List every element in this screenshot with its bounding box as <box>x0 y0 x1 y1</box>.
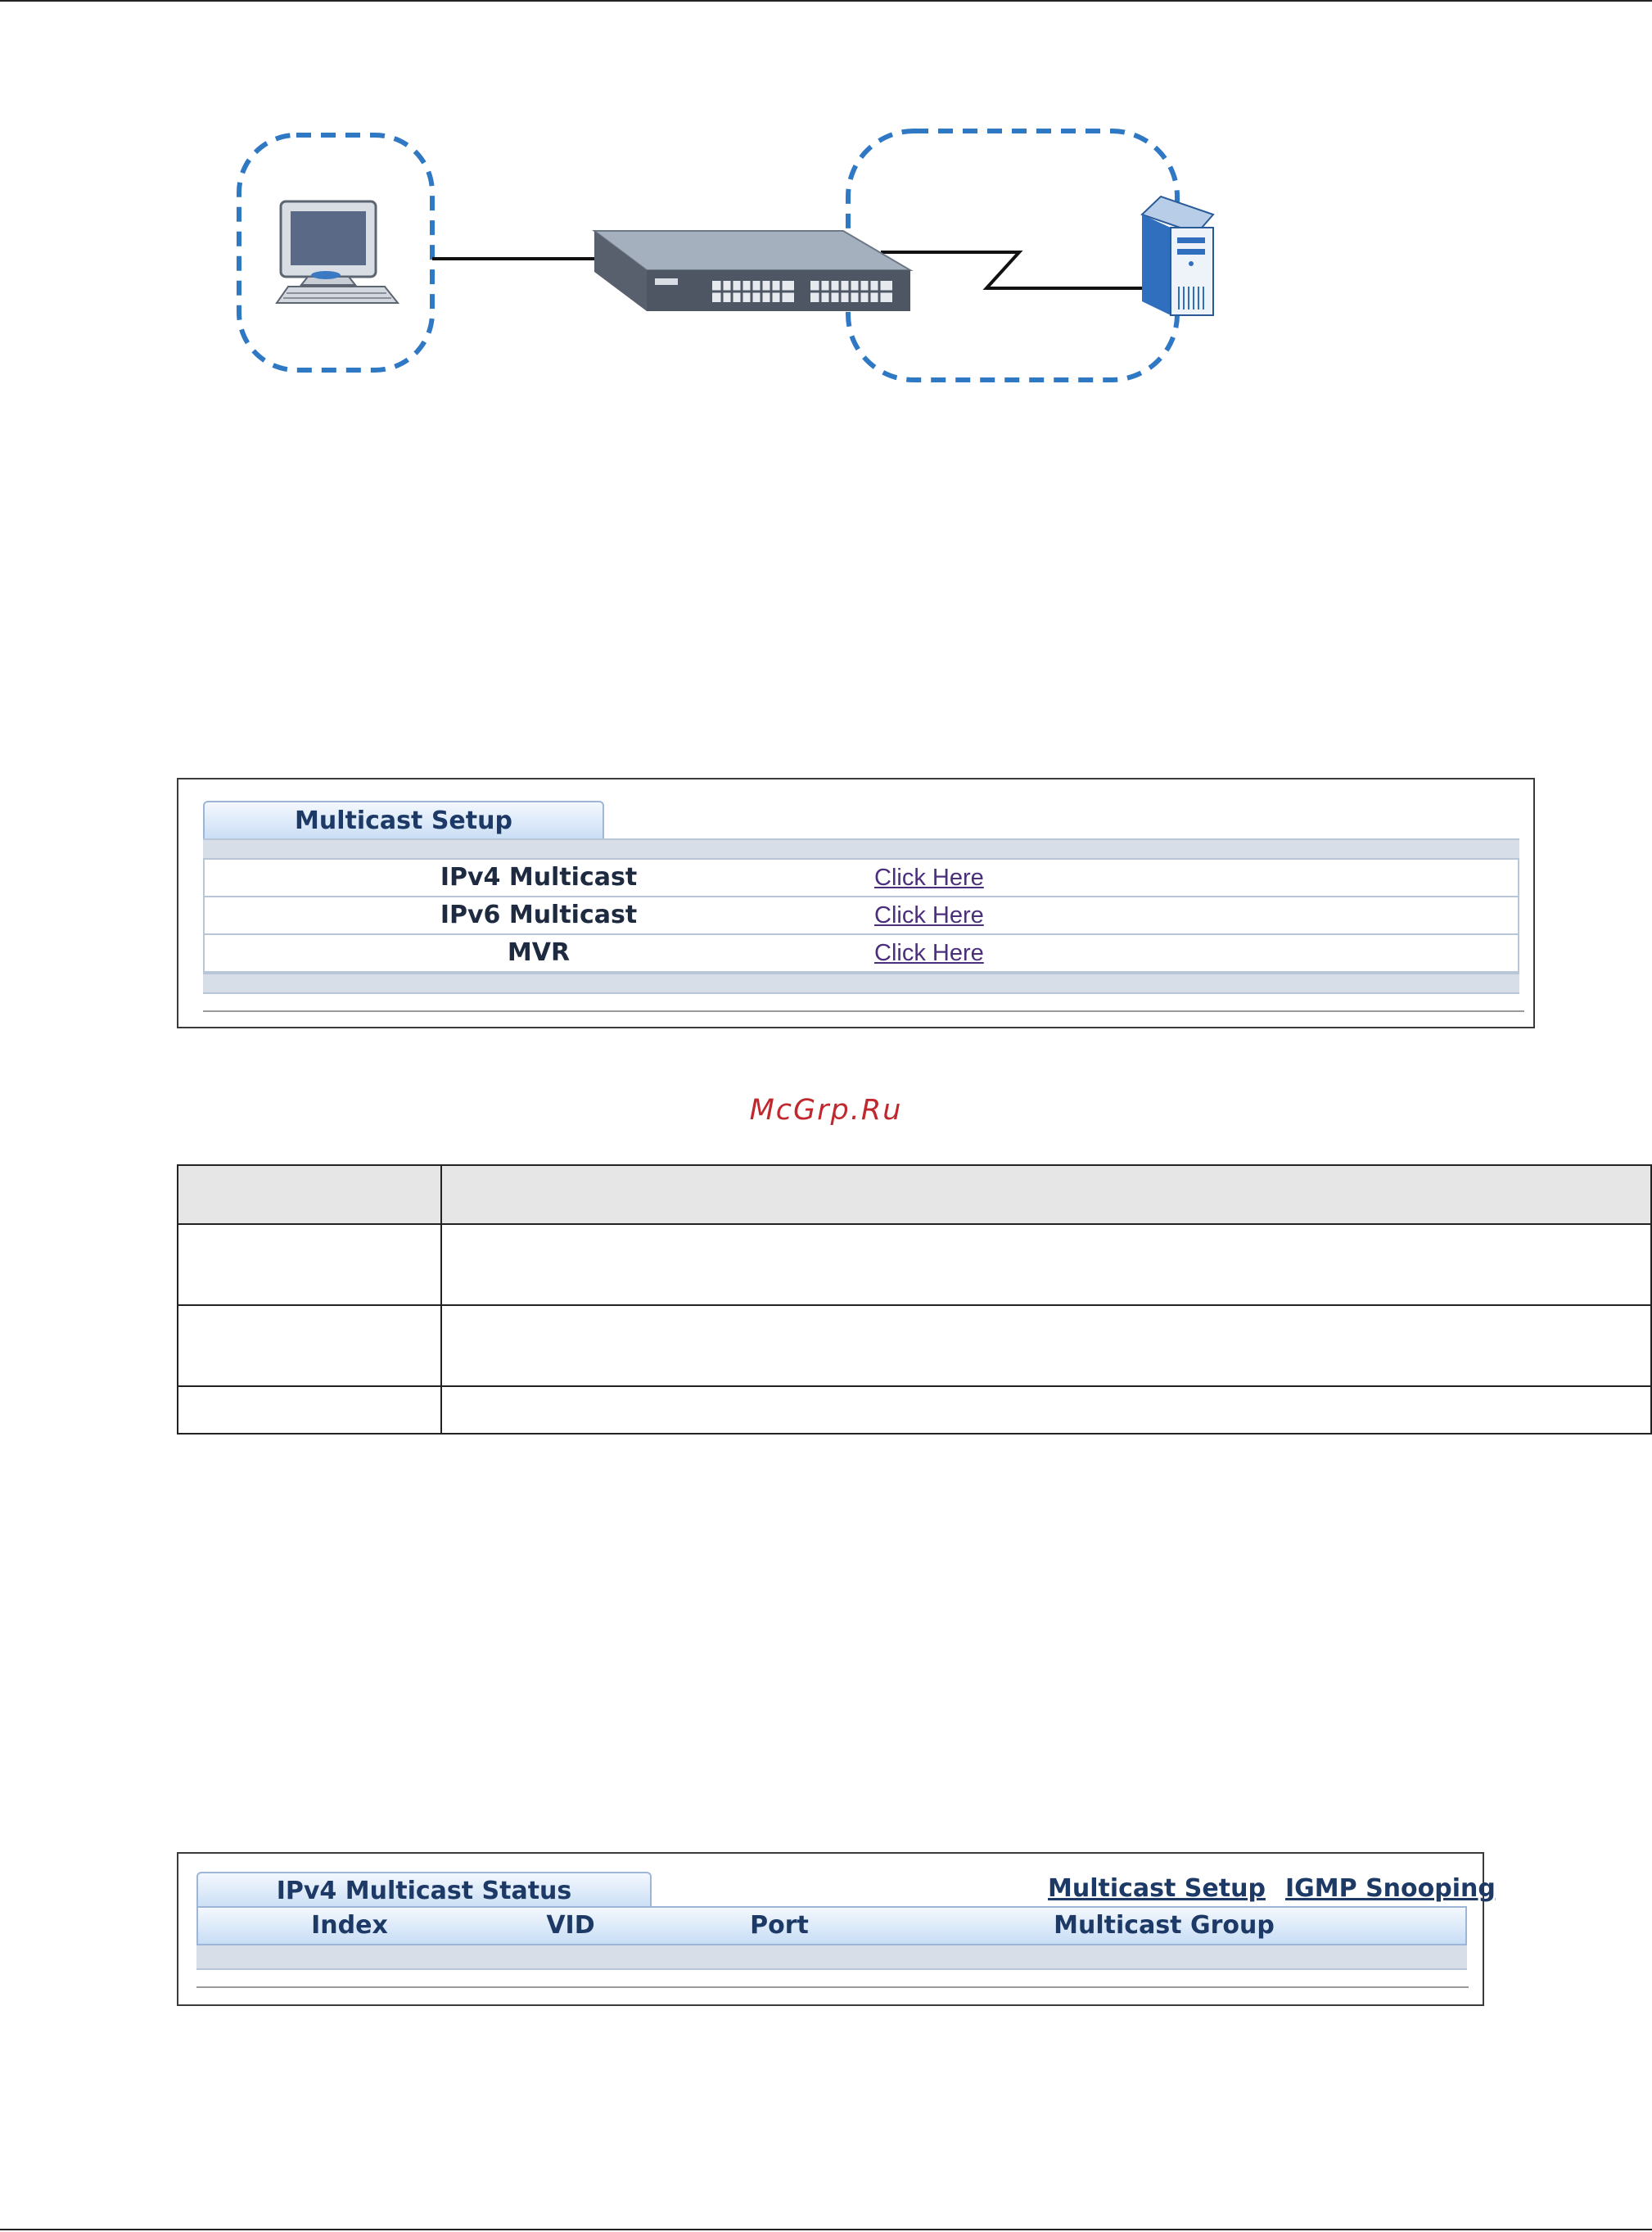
multicast-setup-tab[interactable]: Multicast Setup <box>203 801 604 840</box>
switch-icon <box>594 231 910 311</box>
table-cell <box>178 1386 441 1434</box>
ipv4-multicast-label: IPv4 Multicast <box>440 863 638 892</box>
multicast-status-tab[interactable]: IPv4 Multicast Status <box>196 1872 652 1909</box>
table-cell <box>441 1386 1651 1434</box>
page-bottom-rule <box>0 2229 1652 2230</box>
mvr-label: MVR <box>507 938 571 967</box>
setup-row-mvr <box>203 935 1519 973</box>
network-diagram <box>0 0 1652 409</box>
status-column-header <box>196 1906 1467 1945</box>
ipv6-multicast-label: IPv6 Multicast <box>440 901 638 929</box>
table-cell <box>441 1224 1651 1305</box>
column-index: Index <box>311 1911 388 1940</box>
setup-footer-bar <box>203 973 1519 994</box>
table-row <box>178 1224 1651 1305</box>
setup-row-ipv6 <box>203 897 1519 935</box>
column-port: Port <box>750 1911 809 1940</box>
table-cell <box>178 1224 441 1305</box>
server-icon <box>1142 197 1213 315</box>
column-multicast-group: Multicast Group <box>1054 1911 1275 1940</box>
ipv6-multicast-link[interactable]: Click Here <box>874 902 984 928</box>
table-cell <box>178 1305 441 1386</box>
table-header-row <box>178 1165 1651 1224</box>
table-cell <box>441 1305 1651 1386</box>
table-row <box>178 1305 1651 1386</box>
wan-link <box>881 252 1142 288</box>
reference-table <box>177 1164 1652 1435</box>
igmp-snooping-link[interactable]: IGMP Snooping <box>1285 1874 1496 1903</box>
mvr-link[interactable]: Click Here <box>874 940 984 966</box>
setup-header-bar <box>203 838 1519 860</box>
multicast-status-panel <box>177 1852 1496 2006</box>
table-row <box>178 1386 1651 1434</box>
computer-icon <box>277 201 398 303</box>
server-zone <box>848 131 1177 380</box>
status-bottom-line <box>196 1986 1469 1988</box>
multicast-setup-panel <box>177 778 1535 1028</box>
table-cell <box>441 1165 1651 1224</box>
column-vid: VID <box>546 1911 595 1940</box>
multicast-setup-link[interactable]: Multicast Setup <box>1048 1874 1266 1903</box>
ipv4-multicast-link[interactable]: Click Here <box>874 865 984 891</box>
status-footer-bar <box>196 1945 1467 1970</box>
table-cell <box>178 1165 441 1224</box>
setup-row-ipv4 <box>203 860 1519 897</box>
watermark: McGrp.Ru <box>749 1094 903 1127</box>
setup-bottom-line <box>203 1010 1524 1012</box>
